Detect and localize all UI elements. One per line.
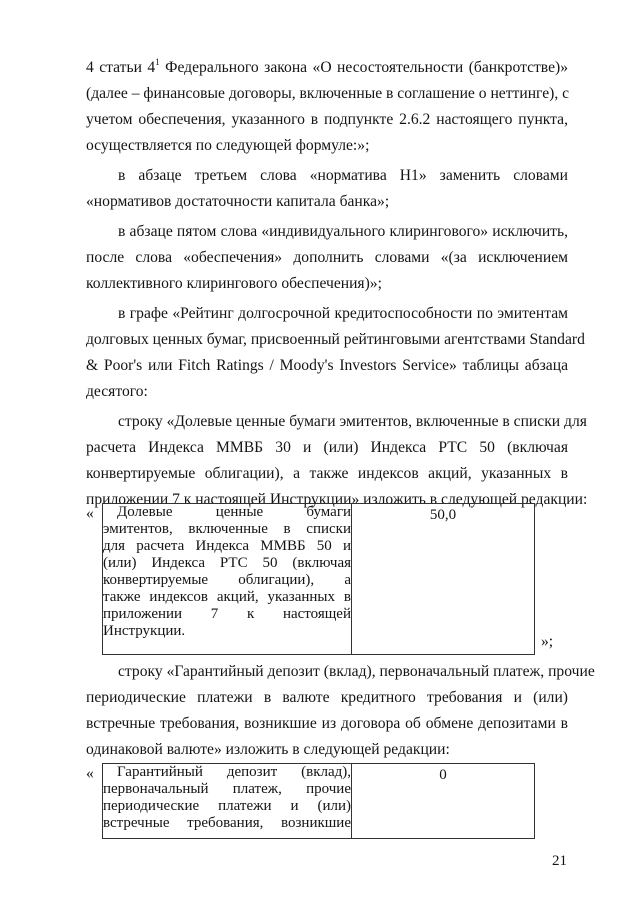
p1-line-1-text-b: Федерального закона «О несостоятельности (банкротстве)» — [159, 59, 568, 76]
table1-line: (или) Индекса РТС 50 (включая — [103, 555, 351, 571]
p2-line-1: в абзаце третьем слова «норматива Н1» заменить словами — [118, 167, 568, 184]
p3-line-2: после слова «обеспечения» дополнить словами «(за исключением — [86, 249, 568, 266]
p5-line-4: приложении 7 к настоящей Инструкции» изложить в следующей редакции: — [86, 491, 588, 508]
table2-line: периодические платежи и (или) — [103, 798, 351, 814]
table1-line: приложении 7 к настоящей — [103, 606, 351, 622]
table2-line: первоначальный платеж, прочие — [103, 781, 351, 797]
p4-line-3: & Poor's или Fitch Ratings / Moody's Investors Service» таблицы абзаца — [86, 357, 568, 374]
table1-line: эмитентов, включенные в списки — [103, 521, 351, 537]
p1-line-3: учетом обеспечения, указанного в подпункте 2.6.2 настоящего пункта, — [86, 111, 568, 128]
p3-line-1: в абзаце пятом слова «индивидуального клирингового» исключить, — [118, 223, 568, 240]
table1-line: для расчета Индекса ММВБ 50 и — [103, 538, 351, 554]
table1-open-quote: « — [86, 505, 94, 522]
p2-line-2: «нормативов достаточности капитала банка»; — [86, 193, 390, 210]
p4-line-1: в графе «Рейтинг долгосрочной кредитоспособности по эмитентам — [118, 305, 568, 322]
p3-line-3: коллективного клирингового обеспечения)»; — [86, 275, 382, 292]
page-number: 21 — [552, 853, 567, 869]
table1-label-cell — [103, 504, 352, 655]
table2-label-cell — [103, 764, 352, 839]
p1-line-1-text: 4 статьи 4 — [86, 59, 156, 76]
p6-line-3: встречные требования, возникшие из договора об обмене депозитами в — [86, 715, 568, 732]
table2-value-cell: 0 — [352, 764, 535, 839]
p5-line-1: строку «Долевые ценные бумаги эмитентов, включенные в списки для — [118, 413, 587, 430]
p1-line-1 — [86, 58, 568, 78]
p5-line-2: расчета Индекса ММВБ 30 и (или) Индекса РТС 50 (включая — [86, 439, 568, 456]
superscript: 1 — [155, 56, 160, 67]
p6-line-2: периодические платежи в валюте кредитного требования и (или) — [86, 689, 568, 706]
table1-value-cell: 50,0 — [352, 504, 535, 655]
table2-open-quote: « — [86, 765, 94, 782]
p1-line-2: (далее – финансовые договоры, включенные в соглашение о неттинге), с — [86, 85, 570, 102]
table1-close-quote: »; — [541, 633, 554, 650]
p5-line-3: конвертируемые облигации), а также индексов акций, указанных в — [86, 465, 568, 482]
table1-line: Долевые ценные бумаги — [117, 504, 351, 520]
table1-line: Инструкции. — [103, 623, 186, 639]
table1-line: конвертируемые облигации), а — [103, 572, 351, 588]
p4-line-4: десятого: — [86, 383, 148, 400]
table2-line: встречные требования, возникшие — [103, 815, 351, 831]
table2 — [102, 763, 535, 839]
p6-line-1: строку «Гарантийный депозит (вклад), первоначальный платеж, прочие — [118, 663, 595, 680]
table1-line: также индексов акций, указанных в — [103, 589, 351, 605]
table1 — [102, 503, 535, 655]
p4-line-2: долговых ценных бумаг, присвоенный рейтинговыми агентствами Standard — [86, 331, 585, 348]
table2-line: Гарантийный депозит (вклад), — [117, 764, 351, 780]
p6-line-4: одинаковой валюте» изложить в следующей редакции: — [86, 741, 450, 758]
p1-line-4: осуществляется по следующей формуле:»; — [86, 137, 370, 154]
